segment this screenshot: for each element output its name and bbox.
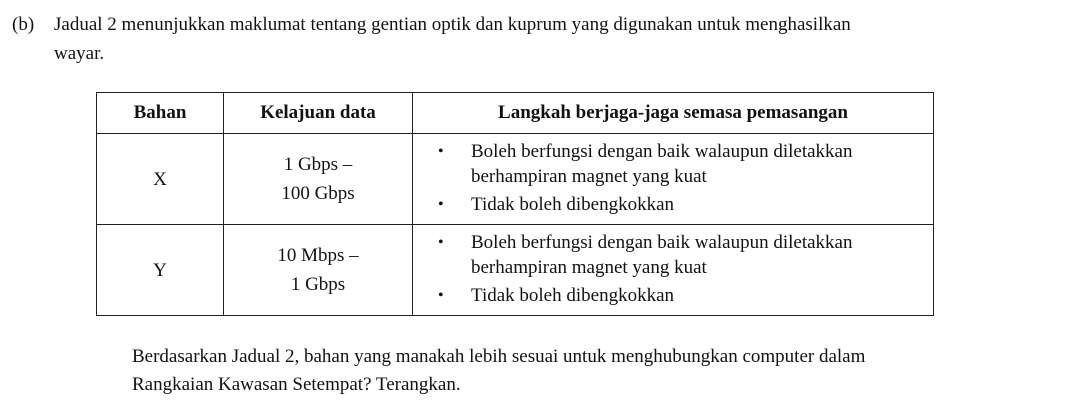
precaution-list [413, 136, 933, 223]
question-prompt [132, 343, 1072, 399]
precaution-text: Boleh berfungsi dengan baik walaupun diletakkan berhampiran magnet yang kuat [471, 231, 853, 278]
intro-text-line-1: Jadual 2 menunjukkan maklumat tentang gentian optik dan kuprum yang digunakan untuk menghasilkan [54, 14, 851, 35]
bullet-icon: • [438, 233, 444, 251]
speed-line-1: 10 Mbps – [277, 245, 359, 266]
question-line-1: Berdasarkan Jadual 2, bahan yang manakah lebih sesuai untuk menghubungkan computer dalam [132, 346, 866, 367]
table-row [97, 134, 934, 225]
cell-precautions [413, 134, 934, 225]
intro-text-line-2: wayar. [54, 43, 105, 64]
list-item [413, 139, 933, 189]
cell-precautions [413, 225, 934, 316]
cell-material: X [97, 134, 224, 225]
precaution-list [413, 227, 933, 314]
question-line-2: Rangkaian Kawasan Setempat? Terangkan. [132, 374, 461, 395]
cell-material: Y [97, 225, 224, 316]
list-item [413, 283, 933, 308]
comparison-table [96, 92, 934, 316]
speed-line-2: 100 Gbps [281, 183, 355, 204]
precaution-text: Tidak boleh dibengkokkan [471, 284, 675, 306]
bullet-icon: • [438, 286, 444, 304]
header-material: Bahan [97, 93, 224, 134]
intro-line-1 [12, 10, 1072, 39]
cell-data-speed [224, 225, 413, 316]
table-header-row [97, 93, 934, 134]
header-precautions: Langkah berjaga-jaga semasa pemasangan [413, 93, 934, 134]
question-label: (b) [12, 14, 35, 35]
bullet-icon: • [438, 142, 444, 160]
list-item [413, 192, 933, 217]
speed-line-2: 1 Gbps [290, 274, 346, 295]
speed-line-1: 1 Gbps – [283, 154, 353, 175]
precaution-text: Boleh berfungsi dengan baik walaupun diletakkan berhampiran magnet yang kuat [471, 140, 853, 187]
bullet-icon: • [438, 195, 444, 213]
question-intro [12, 10, 1072, 68]
precaution-text: Tidak boleh dibengkokkan [471, 193, 675, 215]
cell-data-speed [224, 134, 413, 225]
header-data-speed: Kelajuan data [224, 93, 413, 134]
table-row [97, 225, 934, 316]
list-item [413, 230, 933, 280]
